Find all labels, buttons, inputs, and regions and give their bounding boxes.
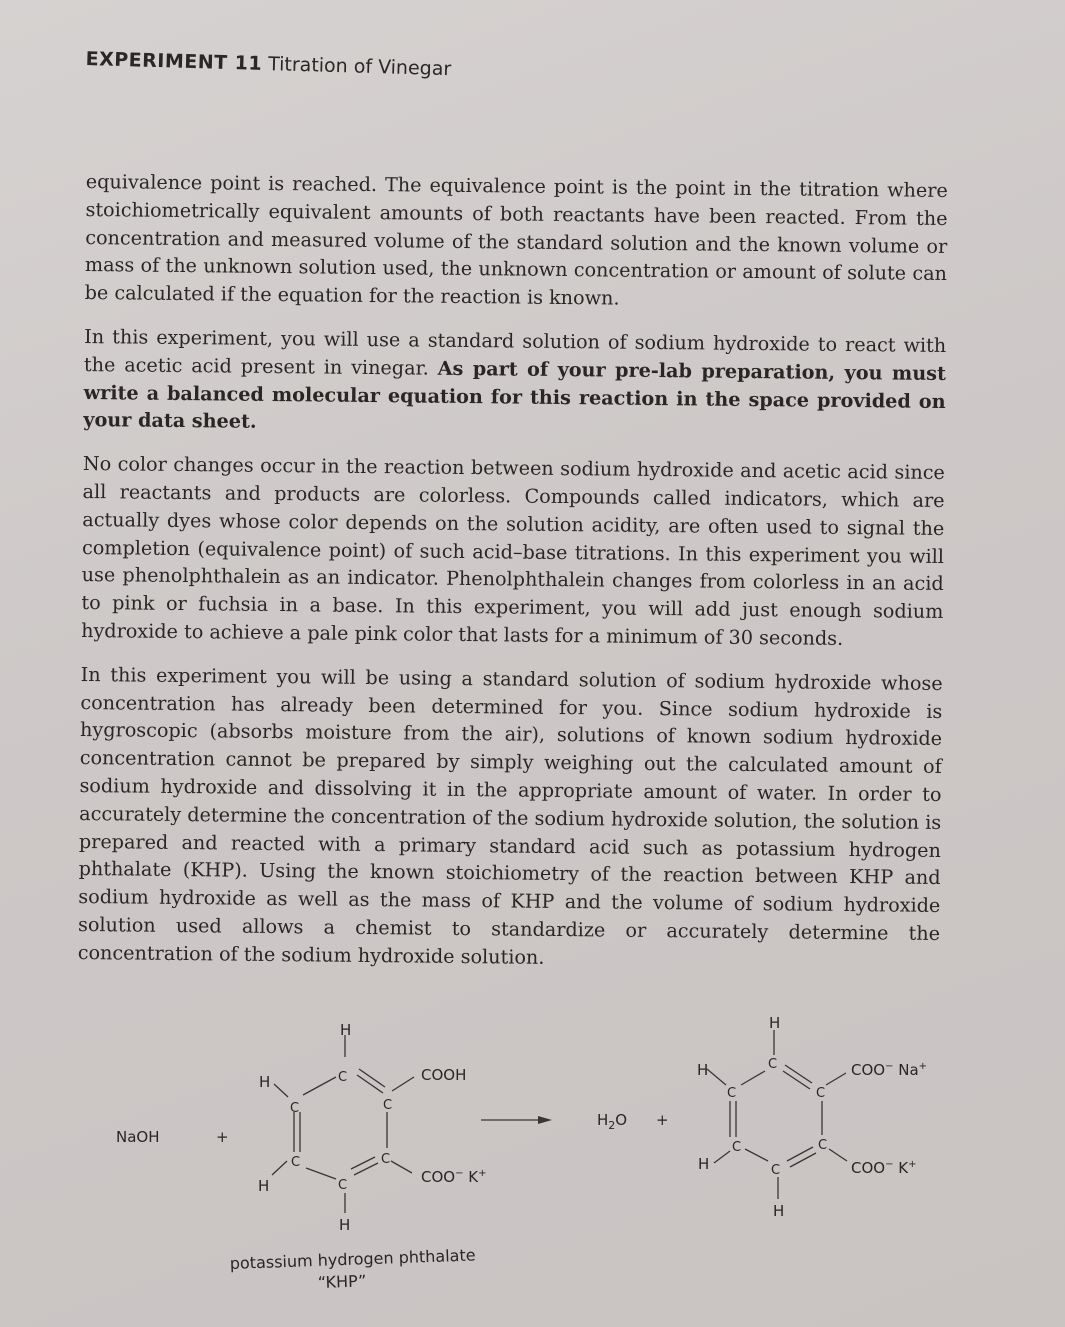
body-text — [77, 168, 947, 991]
khp-caption-abbrev: “KHP” — [317, 1271, 367, 1292]
experiment-number: EXPERIMENT 11 — [85, 48, 263, 75]
khp-c-6: C — [338, 1178, 348, 1193]
khp-h-left: H — [259, 1073, 271, 1091]
prod-h-bottom-left: H — [698, 1155, 710, 1173]
paragraph-standardization: In this experiment you will be using a standard solution of sodium hydroxide whose concentration has already been determined for you. Since sodium hydroxide is hygroscopic (absorbs moisture from the air), solutions of known sodium hydroxide concentration cannot be prepared by simply weighing out the calculated amount of sodium hydroxide and dissolving it in the appropriate amount of water. In order to accurately determine the concentration of the sodium hydroxide solution, the solution is prepared and reacted with a primary standard acid such as potassium hydrogen phthalate (KHP). Using the known stoichiometry of the reaction between KHP and sodium hydroxide as well as the mass of KHP and the volume of sodium hydroxide solution used allows a chemist to standardize or accurately determine the concentration of the sodium hydroxide solution. — [77, 662, 943, 969]
khp-carboxylate: COO− K+ — [421, 1168, 487, 1186]
prod-c-1: C — [768, 1057, 778, 1072]
khp-caption-name: potassium hydrogen phthalate — [229, 1245, 476, 1273]
plus-sign-1: + — [216, 1128, 229, 1146]
prod-h-top: H — [769, 1014, 781, 1032]
khp-c-5: C — [381, 1152, 391, 1167]
paragraph-equivalence-point: equivalence point is reached. The equivalence point is the point in the titration where stoichiometrically equivalent amounts of both reactants have been reacted. From the concentration and measured volume of the standard solution and the known volume or mass of the unknown solution used, the unknown concentration or amount of solute can be calculated if the equation for the reaction is known. — [84, 169, 948, 310]
khp-cooh: COOH — [421, 1066, 467, 1084]
prod-c-5: C — [818, 1138, 828, 1153]
reaction-scheme-svg — [0, 1005, 1065, 1305]
prod-c-2: C — [727, 1086, 737, 1101]
water-label: $H_2O$ — [597, 1111, 628, 1132]
prod-potassium-carboxylate: COO− K+ — [851, 1159, 917, 1177]
khp-bonds — [272, 1035, 540, 1213]
plus-sign-2: + — [656, 1111, 669, 1129]
prod-h-left: H — [697, 1061, 709, 1079]
experiment-title: Titration of Vinegar — [267, 53, 452, 81]
paragraph-indicator: No color changes occur in the reaction between sodium hydroxide and acetic acid since all reactants and products are colorless. Compounds called indicators, which are actually dyes whose color depends on the solution acidity, are often used to signal the completion (equivalence point) of such acid–base titrations. In this experiment you will use phenolphthalein as an indicator. Phenolphthalein changes from colorless in an acid to pink or fuchsia in a base. In this experiment, you will add just enough sodium hydroxide to achieve a pale pink color that lasts for a minimum of 30 seconds. — [81, 452, 945, 650]
khp-c-3: C — [383, 1098, 393, 1113]
reaction-labels — [116, 1014, 927, 1292]
naoh-label: NaOH — [116, 1128, 160, 1146]
paragraph-acetic-acid — [83, 323, 946, 443]
khp-h-bottom-left: H — [258, 1177, 270, 1195]
page-header — [85, 48, 451, 80]
pre-lab-instruction: As part of your pre-lab preparation, you must write a balanced molecular equation for this reaction in the space provided on your data sheet. — [83, 356, 947, 434]
khp-c-4: C — [291, 1155, 301, 1170]
prod-c-3: C — [816, 1086, 826, 1101]
reaction-arrow-head — [538, 1116, 552, 1124]
prod-h-bottom: H — [773, 1202, 785, 1220]
khp-c-2: C — [290, 1101, 300, 1116]
prod-sodium-carboxylate: COO− Na+ — [851, 1061, 928, 1079]
paragraph-acetic-acid-text: In this experiment, you will use a standard solution of sodium hydroxide to react with the acetic acid present in vinegar. — [83, 324, 947, 380]
khp-h-top: H — [340, 1021, 352, 1039]
prod-c-6: C — [771, 1163, 781, 1178]
prod-c-4: C — [732, 1140, 742, 1155]
khp-h-bottom: H — [339, 1216, 351, 1234]
khp-c-1: C — [338, 1070, 348, 1085]
reaction-scheme — [0, 1005, 1065, 1305]
